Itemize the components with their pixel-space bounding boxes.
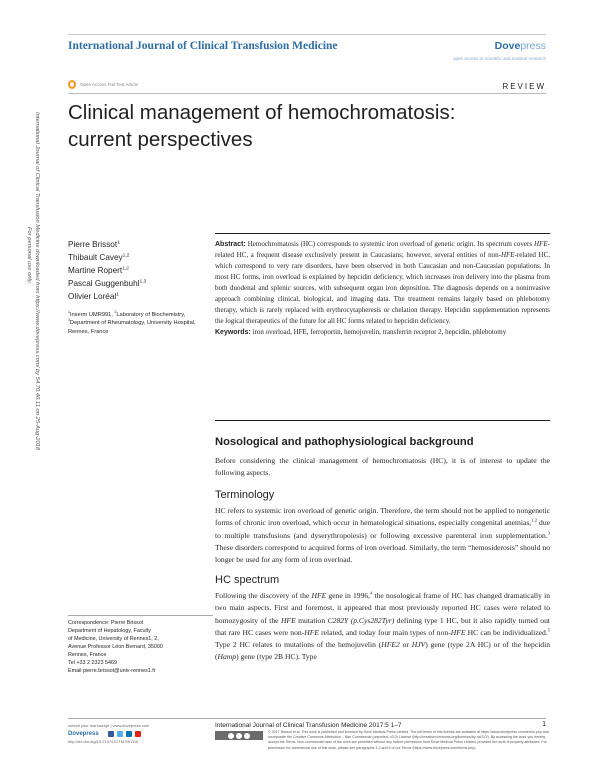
youtube-icon[interactable] (135, 731, 141, 737)
footer-dovepress: Dovepress (68, 731, 99, 737)
submit-link[interactable]: submit your manuscript | www.dovepress.com (68, 723, 150, 728)
publisher-name-a: Dove (494, 40, 521, 52)
subsection-heading-hc-spectrum: HC spectrum (215, 574, 280, 586)
hc-spectrum-paragraph: Following the discovery of the HFE gene in 1996,$^4$ the nosological frame of HC has changed dramatically in two main aspects. First and foremost, it appeared that most previously reported HC cases were related to homozygosity of the HFE mutation C282Y (p.Cys282Tyr) defining type 1 HC, but it also rapidly turned out that rare HC cases were non-HFE related, and today four main types of non-HFE HC can be individualized.$^5$ Type 2 HC relates to mutations of the hemojuvelin (HFE2 or HJV) gene (type 2A HC) or of the hepcidin (Hamp) gene (type 2B HC). Type (215, 590, 551, 662)
author: Pascal Guggenbuhl$^{1,3}$ (68, 278, 147, 288)
journal-title: International Journal of Clinical Transfusion Medicine (68, 40, 338, 52)
terminology-paragraph: HC refers to systemic iron overload of genetic origin. Therefore, the term should not be applied to nongenetic forms of chronic iron overload, which occur in hematological situations, especially congenital anemias,$^{1,2}$ due to multiple transfusions (and dyserythropoiesis) or following excessive parenteral iron supplementation.$^3$ These disorders correspond to acquired forms of iron overload. Similarly, the term “hemosiderosis” should no longer be used for any form of iron overload. (215, 506, 550, 565)
download-watermark (25, 112, 40, 632)
twitter-icon[interactable] (117, 731, 123, 737)
footer-left (68, 722, 149, 746)
watermark-line1: International Journal of Clinical Transfusion Medicine downloaded from https://www.dovepress.com/ by 54.70.40.11 on 25-Aug-2018 (34, 112, 40, 451)
creative-commons-badge[interactable] (215, 731, 263, 740)
footer-journal-ref: International Journal of Clinical Transfusion Medicine 2017:5 1–7 (215, 722, 402, 729)
author-list (68, 239, 146, 304)
abstract-top-rule (215, 233, 550, 234)
affiliations: $^1$Inserm UMR991, $^2$Laboratory of Biochemistry, $^3$Department of Rheumatology, University Hospital, Rennes, France (68, 310, 196, 335)
license-text: © 2017 Brissot et al. This work is published and licensed by Dove Medical Press Limited. The full terms of this license are available at https://www.dovepress.com/terms.php and incorporate the Creative Commons Attribution – Non Commercial (unported, v3.0) License (http://creativecommons.org/licenses/by-nc/3.0/). By accessing the work you hereby accept the Terms. Non-commercial uses of the work are permitted without any further permission from Dove Medical Press Limited, provided the work is properly attributed. For permission for commercial use of this work, please see paragraphs 4.2 and 5 of our Terms (https://www.dovepress.com/terms.php). (268, 730, 549, 750)
header-rule (68, 93, 546, 94)
subsection-heading-terminology: Terminology (215, 489, 275, 501)
doi-link[interactable]: http://dx.doi.org/10.2147/IJCTM.S91116 (68, 739, 139, 744)
facebook-icon[interactable] (108, 731, 114, 737)
open-access-icon (68, 80, 76, 89)
keywords: Keywords: iron overload, HFE, ferroportin, hemojuvelin, transferrin receptor 2, hepcidin, phlebotomy (215, 328, 507, 337)
article-type: REVIEW (502, 82, 546, 91)
open-access-text: Open Access Full Text Article (80, 82, 138, 87)
correspondence-email[interactable]: Email pierre.brissot@univ-rennes1.fr (68, 667, 156, 674)
watermark-line2: For personal use only. (26, 227, 33, 284)
article-title (68, 99, 538, 153)
correspondence: Correspondence: Pierre Brissot Department of Hepatology, Faculty of Medicine, University of Rennes1, 2, Avenue Professor Léon Bernard, 35000 Rennes, France Tel +33 2 2323 5469 Email pierre.brissot@univ-rennes1.fr (68, 620, 213, 676)
correspondence-rule (68, 615, 213, 616)
page-number: 1 (542, 721, 546, 728)
abstract: Abstract: Hemochromatosis (HC) corresponds to systemic iron overload of genetic origin. Its spectrum covers HFE-related HC, a frequent disease exclusively present in Caucasians; however, several entities of non-HFE-related HC, which correspond to very rare disorders, have been observed in both Caucasian and non-Caucasian populations. In most HC forms, iron overload is explained by hepcidin deficiency, which increases iron delivery into the plasma from both duodenal and splenic sources, with subsequent organ iron deposition. The diagnosis depends on a noninvasive approach combining clinical, biological, and imaging data. The treatment remains largely based on phlebotomy therapy, which is rarely replaced with erythrocytapheresis or chelation therapy. Hepcidin supplementation represents the logical therapeutics of the future for all HC forms related to hepcidin deficiency. Keywords: iron overload, HFE, ferroportin, hemojuvelin, transferrin receptor 2, hepcidin, phlebotomy (215, 239, 550, 338)
social-links (108, 731, 141, 737)
author: Olivier Loréal$^1$ (68, 291, 119, 301)
open-access-label (68, 80, 138, 89)
article-title-line2: current perspectives (68, 128, 253, 151)
publisher-name-b: press (520, 40, 546, 52)
publisher-tagline: open access to scientific and medical research (452, 56, 546, 61)
abstract-bottom-rule (215, 420, 550, 421)
section-heading: Nosological and pathophysiological background (215, 436, 474, 448)
author: Thibault Cavey$^{1,2}$ (68, 252, 130, 262)
top-rule (68, 34, 546, 35)
abstract-label: Abstract: (215, 241, 246, 248)
section-intro: Before considering the clinical management of hemochromatosis (HC), it is of interest to update the following aspects. (215, 456, 550, 478)
article-title-line1: Clinical management of hemochromatosis: (68, 101, 456, 124)
footer-rule (68, 718, 546, 719)
author: Martine Ropert$^{1,2}$ (68, 265, 129, 275)
linkedin-icon[interactable] (126, 731, 132, 737)
publisher-logo (495, 40, 546, 52)
author: Pierre Brissot$^1$ (68, 240, 120, 249)
